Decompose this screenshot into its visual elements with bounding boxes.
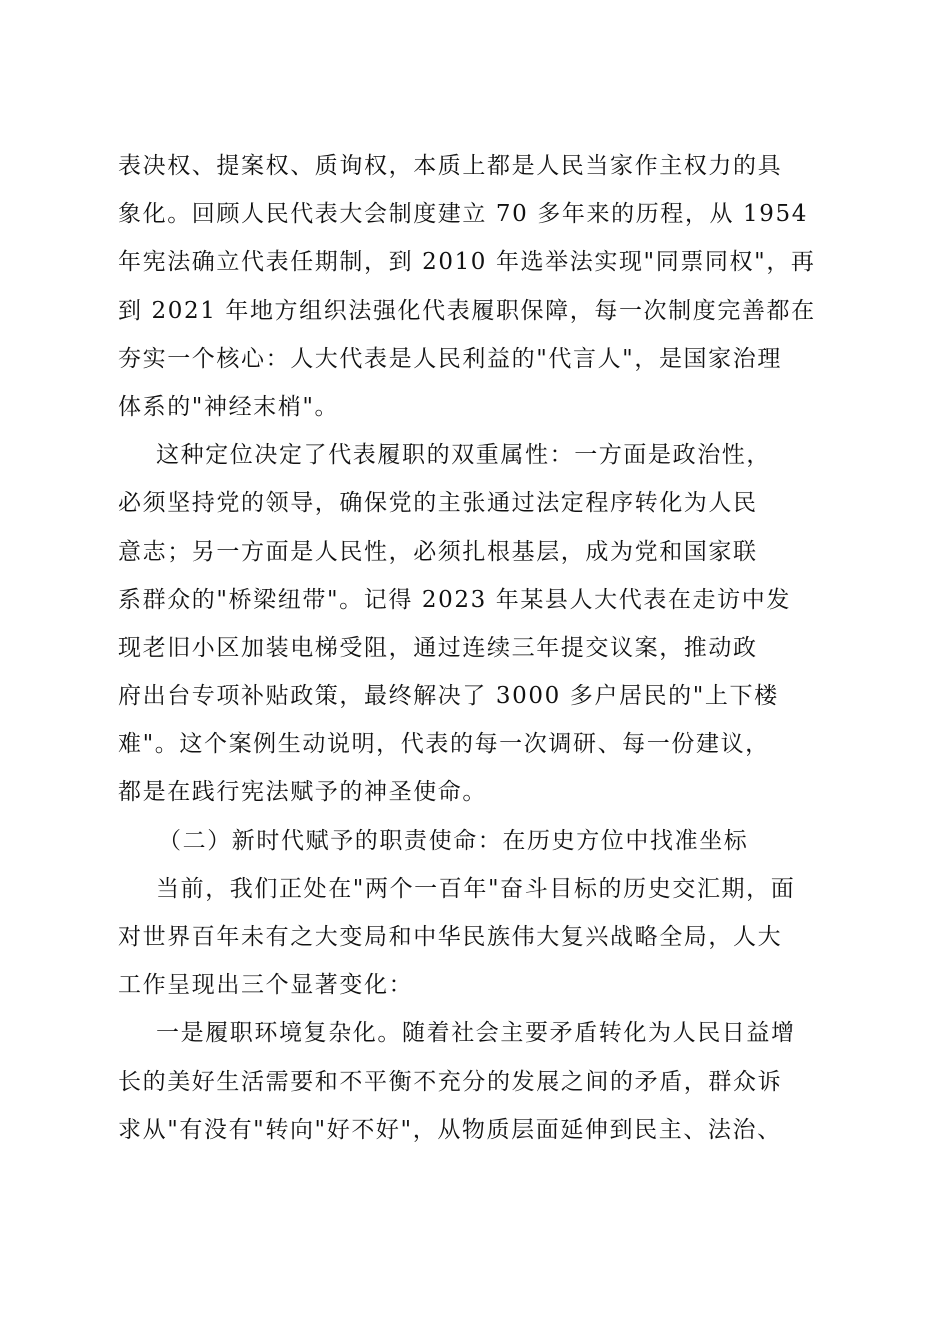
text-line: 当前，我们正处在"两个一百年"奋斗目标的历史交汇期，面: [156, 875, 796, 902]
text-line: 必须坚持党的领导，确保党的主张通过法定程序转化为人民: [118, 490, 758, 517]
text-line: 求从"有没有"转向"好不好"，从物质层面延伸到民主、法治、: [118, 1116, 782, 1143]
text-line: 表决权、提案权、质询权，本质上都是人民当家作主权力的具: [118, 153, 783, 179]
text-line: 象化。回顾人民代表大会制度建立 70 多年来的历程，从 1954: [118, 201, 808, 228]
text-line: 一是履职环境复杂化。随着社会主要矛盾转化为人民日益增: [156, 1020, 796, 1047]
document-body: [118, 142, 838, 1154]
text-line: 难"。这个案例生动说明，代表的每一次调研、每一份建议，: [118, 731, 770, 758]
paragraph-4: [118, 1009, 838, 1154]
text-line: 长的美好生活需要和不平衡不充分的发展之间的矛盾，群众诉: [118, 1068, 783, 1095]
text-line: 意志；另一方面是人民性，必须扎根基层，成为党和国家联: [118, 538, 758, 565]
text-line: 都是在践行宪法赋予的神圣使命。: [118, 779, 487, 806]
text-line: 系群众的"桥梁纽带"。记得 2023 年某县人大代表在走访中发: [118, 586, 791, 613]
paragraph-1: [118, 142, 838, 431]
text-line: 到 2021 年地方组织法强化代表履职保障，每一次制度完善都在: [118, 297, 816, 324]
heading-line: （二）新时代赋予的职责使命：在历史方位中找准坐标: [158, 827, 749, 854]
text-line: 府出台专项补贴政策，最终解决了 3000 多户居民的"上下楼: [118, 683, 779, 710]
paragraph-2: [118, 431, 838, 817]
text-line: 年宪法确立代表任期制，到 2010 年选举法实现"同票同权"，再: [118, 249, 816, 276]
text-line: 现老旧小区加装电梯受阻，通过连续三年提交议案，推动政: [118, 634, 758, 661]
paragraph-3: [118, 865, 838, 1010]
text-line: 这种定位决定了代表履职的双重属性：一方面是政治性，: [156, 442, 771, 469]
text-line: 工作呈现出三个显著变化：: [118, 972, 414, 999]
text-line: 夯实一个核心：人大代表是人民利益的"代言人"，是国家治理: [118, 345, 782, 372]
section-heading: [118, 817, 838, 865]
text-line: 对世界百年未有之大变局和中华民族伟大复兴战略全局，人大: [118, 924, 783, 950]
text-line: 体系的"神经末梢"。: [118, 393, 340, 420]
